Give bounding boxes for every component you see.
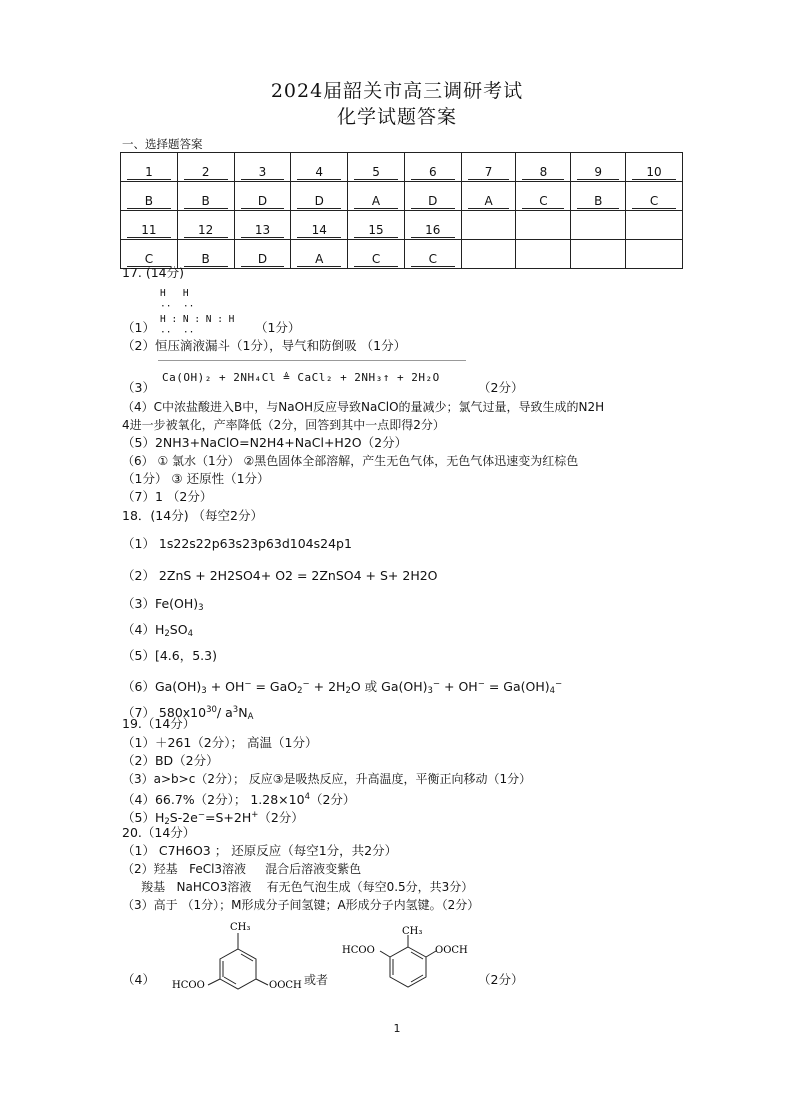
answer-table-row	[121, 240, 683, 269]
answer-cell	[348, 153, 405, 182]
answer-cell	[516, 240, 571, 269]
answer-cell-text: 10	[632, 165, 676, 180]
structure-2	[340, 925, 480, 995]
q20-l4: （3）高于 （1分）；M形成分子间氢键；A形成分子内氢键。（2分）	[122, 898, 480, 912]
answer-cell	[404, 211, 461, 240]
answer-cell-text: 3	[241, 165, 285, 180]
q18-l3-sub: 3	[198, 603, 204, 613]
q18-l3-text: （3）Fe(OH)	[122, 596, 199, 611]
answer-cell	[234, 153, 291, 182]
answer-cell	[626, 153, 683, 182]
q17-header: 17. (14分)	[122, 265, 185, 280]
answer-cell-text: B	[127, 194, 171, 209]
q17-l1	[122, 320, 300, 336]
answer-cell	[121, 182, 178, 211]
answer-cell-text: B	[184, 194, 228, 209]
q17-l5: （5）2NH3+NaClO=N2H4+NaCl+H2O（2分）	[122, 435, 408, 450]
q19-l3: （3）a>b>c（2分）； 反应③是吸热反应，升高温度，平衡正向移动（1分）	[122, 772, 532, 786]
answer-cell	[234, 240, 291, 269]
page-subtitle: 化学试题答案	[336, 106, 457, 128]
answer-cell	[516, 182, 571, 211]
q17-equation-text: Ca(OH)₂ + 2NH₄Cl ≜ CaCl₂ + 2NH₃↑ + 2H₂O	[162, 371, 440, 384]
q18-l4-sub2: 4	[187, 629, 193, 639]
answer-cell	[516, 211, 571, 240]
answer-cell-text: A	[297, 252, 341, 267]
q18-l6-sup5: −	[555, 679, 563, 689]
q17-l1-num: （1）	[122, 320, 155, 335]
q18-l3	[122, 596, 204, 616]
structure-2-right: OOCH	[435, 945, 468, 956]
q20-l5-score: （2分）	[478, 972, 524, 987]
answer-cell	[404, 182, 461, 211]
answer-cell-text: C	[411, 252, 455, 267]
q18-l6	[122, 676, 562, 699]
answer-cell	[626, 211, 683, 240]
q20-l1: （1） C7H6O3 ； 还原反应（每空1分，共2分）	[122, 843, 398, 858]
structure-1-right: OOCH	[269, 980, 302, 991]
answer-cell	[571, 240, 626, 269]
answer-cell	[461, 240, 516, 269]
answer-cell-text: 14	[297, 223, 341, 238]
answer-cell	[626, 182, 683, 211]
answer-cell-text: 11	[127, 223, 171, 238]
q19-header: 19.（14分）	[122, 716, 196, 731]
answer-table-row	[121, 211, 683, 240]
answer-cell	[571, 182, 626, 211]
q18-l6-e: O 或 Ga(OH)	[350, 679, 428, 694]
q18-l1: （1） 1s22s22p63s23p63d104s24p1	[122, 536, 352, 551]
answer-cell-text: 1	[127, 165, 171, 180]
q19-l5-sup2: +	[251, 810, 259, 820]
q18-l6-s3: 2	[345, 686, 351, 696]
answer-cell-text: D	[411, 194, 455, 209]
q19-l2: （2）BD（2分）	[122, 753, 219, 768]
answer-cell-text: 7	[468, 165, 510, 180]
q18-l6-d: + 2H	[309, 679, 346, 694]
q18-l7-sub: A	[247, 712, 254, 722]
q18-l7-b: / a	[216, 705, 233, 720]
answer-cell	[234, 211, 291, 240]
or-text: 或者	[304, 973, 329, 987]
structure-2-left: HCOO	[342, 945, 375, 956]
q19-l5-c: =S+2H	[205, 810, 252, 825]
answer-cell-text: B	[577, 194, 619, 209]
answer-cell	[348, 240, 405, 269]
answer-cell	[177, 153, 234, 182]
answer-cell-text: D	[241, 252, 285, 267]
answer-cell-text: A	[468, 194, 510, 209]
answer-cell	[571, 153, 626, 182]
q17-l6a: （6） ① 氯水（1分） ②黑色固体全部溶解，产生无色气体，无色气体迅速变为红棕色	[122, 454, 579, 468]
answer-cell-text: 8	[522, 165, 564, 180]
q18-l6-sup4: −	[477, 679, 485, 689]
structure-1	[166, 915, 316, 995]
answer-cell	[121, 153, 178, 182]
answer-cell-text: 13	[241, 223, 285, 238]
q17-l4a: （4）C中浓盐酸进入B中，与NaOH反应导致NaClO的量减少；氯气过量，导致生成的N2H	[122, 400, 605, 414]
answer-cell	[291, 182, 348, 211]
q18-l6-sup3: −	[432, 679, 441, 689]
q17-l2: （2）恒压滴液漏斗（1分），导气和防倒吸 （1分）	[122, 338, 407, 353]
q19-l4	[122, 789, 355, 808]
page-number: 1	[393, 1022, 401, 1035]
q18-l6-s4: 3	[427, 686, 433, 696]
answer-table	[120, 152, 683, 269]
answer-cell	[461, 182, 516, 211]
structure-2-top: CH₃	[402, 926, 423, 937]
answer-cell	[571, 211, 626, 240]
q17-l3-score: （2分）	[478, 380, 524, 395]
q20-l2: （2）羟基 FeCl3溶液 混合后溶液变紫色	[122, 862, 362, 876]
q18-l6-g: = Ga(OH)	[484, 679, 550, 694]
q18-l4-text: （4）H	[122, 622, 165, 637]
q20-header: 20.（14分）	[122, 825, 196, 840]
answer-cell-text: 5	[354, 165, 398, 180]
answer-cell-text: 15	[354, 223, 398, 238]
structure-1-ring	[208, 933, 268, 989]
answer-cell-text: 2	[184, 165, 228, 180]
answer-cell-text: D	[241, 194, 285, 209]
q19-l5-sub: 2	[164, 817, 170, 827]
answer-cell	[177, 182, 234, 211]
answer-cell-text: C	[522, 194, 564, 209]
q18-l4	[122, 622, 193, 642]
q18-l6-c: = GaO	[251, 679, 298, 694]
q18-l6-sup2: −	[302, 679, 310, 689]
q18-l4-mid: SO	[169, 622, 188, 637]
answer-cell	[626, 240, 683, 269]
answer-cell-text: 9	[577, 165, 619, 180]
q19-l1: （1）＋261（2分）； 高温（1分）	[122, 735, 318, 750]
answer-cell	[177, 211, 234, 240]
answer-cell-text: 12	[184, 223, 228, 238]
q17-l4b: 4进一步被氧化，产率降低（2分，回答到其中一点即得2分）	[122, 418, 445, 432]
answer-table-row	[121, 153, 683, 182]
answer-table-row	[121, 182, 683, 211]
q17-equation	[158, 360, 466, 395]
answer-cell	[461, 153, 516, 182]
q18-l7-a: （7） 580x10	[122, 705, 207, 720]
answer-cell	[516, 153, 571, 182]
q17-l7: （7）1 （2分）	[122, 489, 213, 504]
answer-cell	[348, 211, 405, 240]
structure-2-ring	[380, 935, 436, 987]
q18-l6-s2: 2	[297, 686, 303, 696]
q18-l6-s1: 3	[201, 686, 207, 696]
structure-1-top: CH₃	[230, 922, 251, 933]
q18-l4-sub1: 2	[164, 629, 170, 639]
q19-l4-a: （4）66.7%（2分）； 1.28×10	[122, 792, 305, 807]
answer-cell	[404, 240, 461, 269]
q18-l2: （2） 2ZnS + 2H2SO4+ O2 = 2ZnSO4 + S+ 2H2O	[122, 568, 438, 583]
page-title: 2024届韶关市高三调研考试	[270, 80, 524, 102]
structure-1-left: HCOO	[172, 980, 205, 991]
answer-cell	[121, 211, 178, 240]
q18-l6-s5: 4	[549, 686, 556, 696]
q18-header: 18．(14分) （每空2分）	[122, 508, 263, 523]
answer-cell	[461, 211, 516, 240]
answer-cell	[291, 211, 348, 240]
q20-l3: 羧基 NaHCO3溶液 有无色气泡生成（每空0.5分，共3分）	[122, 880, 474, 894]
q17-l3-num: （3）	[122, 380, 155, 395]
q20-l5-num: （4）	[122, 972, 155, 987]
q19-l4-b: （2分）	[309, 792, 356, 807]
q17-l6b: （1分） ③ 还原性（1分）	[122, 471, 270, 486]
q18-l6-f: + OH	[440, 679, 478, 694]
q18-l5: （5）[4.6，5.3)	[122, 648, 217, 663]
q17-l1-score: （1分）	[254, 320, 301, 335]
answer-cell-text: A	[354, 194, 398, 209]
q18-l6-b: + OH	[206, 679, 245, 694]
q19-l5-sup: −	[197, 810, 205, 820]
answer-cell-text: C	[632, 194, 676, 209]
answer-cell	[234, 182, 291, 211]
q18-l7-sup: 30	[206, 705, 217, 715]
answer-cell	[291, 240, 348, 269]
answer-cell-text: D	[297, 194, 341, 209]
answer-cell	[404, 153, 461, 182]
answer-cell-text: C	[354, 252, 398, 267]
answer-cell	[291, 153, 348, 182]
answer-cell	[177, 240, 234, 269]
q18-l7-c: N	[238, 705, 248, 720]
answer-cell-text: 16	[411, 223, 455, 238]
answer-cell-text: 4	[297, 165, 341, 180]
electron-dot-formula: H H ⋅⋅ ⋅⋅ H : N : N : H ⋅⋅ ⋅⋅	[160, 288, 235, 338]
answer-cell-text: C	[127, 252, 171, 267]
q19-l5-d: （2分）	[258, 810, 304, 825]
answer-cell	[348, 182, 405, 211]
answer-cell-text: 6	[411, 165, 455, 180]
answer-cell-text: B	[184, 252, 228, 267]
q19-l5-b: S-2e	[169, 810, 198, 825]
q19-l5-a: （5）H	[122, 810, 165, 825]
q18-l6-a: （6）Ga(OH)	[122, 679, 202, 694]
q18-l7-sup2: 3	[232, 705, 239, 715]
section-title: 一、选择题答案	[122, 137, 203, 151]
q19-l4-sup: 4	[304, 792, 310, 802]
q18-l6-sup1: −	[244, 679, 252, 689]
